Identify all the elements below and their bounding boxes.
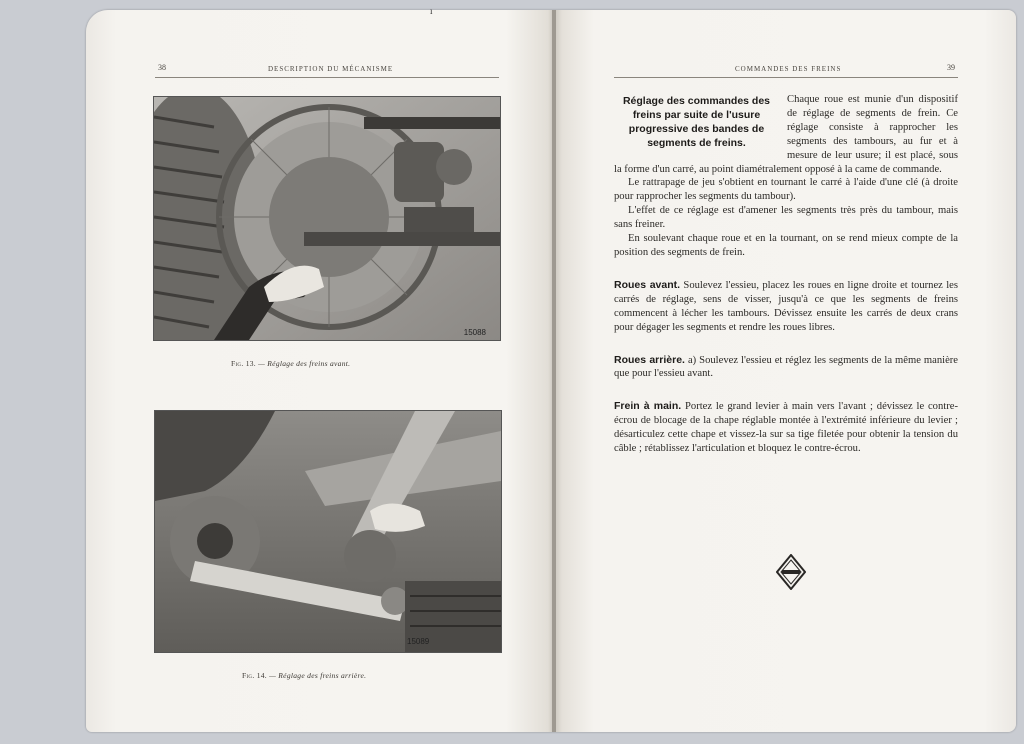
right-page-text [614,93,958,456]
figure-14-plate-number: 15089 [407,637,430,646]
section-1-paragraph-1: Chaque roue est munie d'un dispositif de réglage de segments de frein. Ce réglage consiste à rapprocher les segments des tambours, au fur et à mesure de leur usure; il est placé, sous la forme d'un carré, au point diamétralement opposé à la came de commande. [614,94,958,175]
figure-14-photo [154,410,502,653]
right-header-rule [614,77,958,78]
section-1-paragraph-4: En soulevant chaque roue et en la tournant, on se rend mieux compte de la position des segments de frein. [614,233,958,258]
section-4-text: Portez le grand levier à main vers l'avant ; dévissez le contre-écrou de blocage de la chape réglable montée à l'extrémité inférieure du levier ; désarticulez cette chape et vissez-la sur sa tige filetée pour obtenir la tension du câble ; rétablissez l'articulation et bloquez le contre-écrou. [614,401,958,455]
figure-13-caption [231,359,350,368]
figure-13-caption-text: — Réglage des freins avant. [255,359,351,368]
figure-14-caption-text: — Réglage des freins arrière. [266,671,367,680]
figure-13-plate-number: 15088 [463,328,486,337]
left-header-rule [155,77,499,78]
right-running-head: COMMANDES DES FREINS [735,65,842,73]
section-2 [614,279,958,335]
book-gutter [552,10,556,732]
figure-14-caption [242,671,366,680]
figure-13-photo [153,96,501,341]
section-4 [614,400,958,456]
section-3-heading: Roues arrière. [614,353,685,366]
renault-diamond-icon [776,554,806,590]
figure-13-label: Fig. 13. [231,359,256,368]
figure-14-label: Fig. 14. [242,671,267,680]
section-1-paragraph-2: Le rattrapage de jeu s'obtient en tournant le carré à l'aide d'une clé (à droite pour rapprocher les segments du tambour). [614,177,958,203]
left-folio: 38 [158,63,166,72]
page-mark: ı [430,6,433,16]
section-4-heading: Frein à main. [614,400,682,413]
section-3-text: a) Soulevez l'essieu et réglez les segments de la même manière que pour l'essieu avant. [614,354,958,380]
section-2-heading: Roues avant. [614,278,681,291]
left-running-head: DESCRIPTION DU MÉCANISME [268,65,394,73]
section-2-text: Soulevez l'essieu, placez les roues en ligne droite et tournez les carrés de réglage, sens de visser, jusqu'à ce que les segments de freins commencent à lécher les tambours. Dévissez ensuite les carrés de deux crans pour dégager les segments et rendre les roues libres. [614,279,958,333]
section-3 [614,354,958,382]
right-folio: 39 [947,63,955,72]
section-1-heading: Réglage des commandes des freins par suite de l'usure progressive des bandes de segments de freins. [622,95,771,149]
section-1-paragraph-3: L'effet de ce réglage est d'amener les segments très près du tambour, mais sans freiner. [614,205,958,231]
